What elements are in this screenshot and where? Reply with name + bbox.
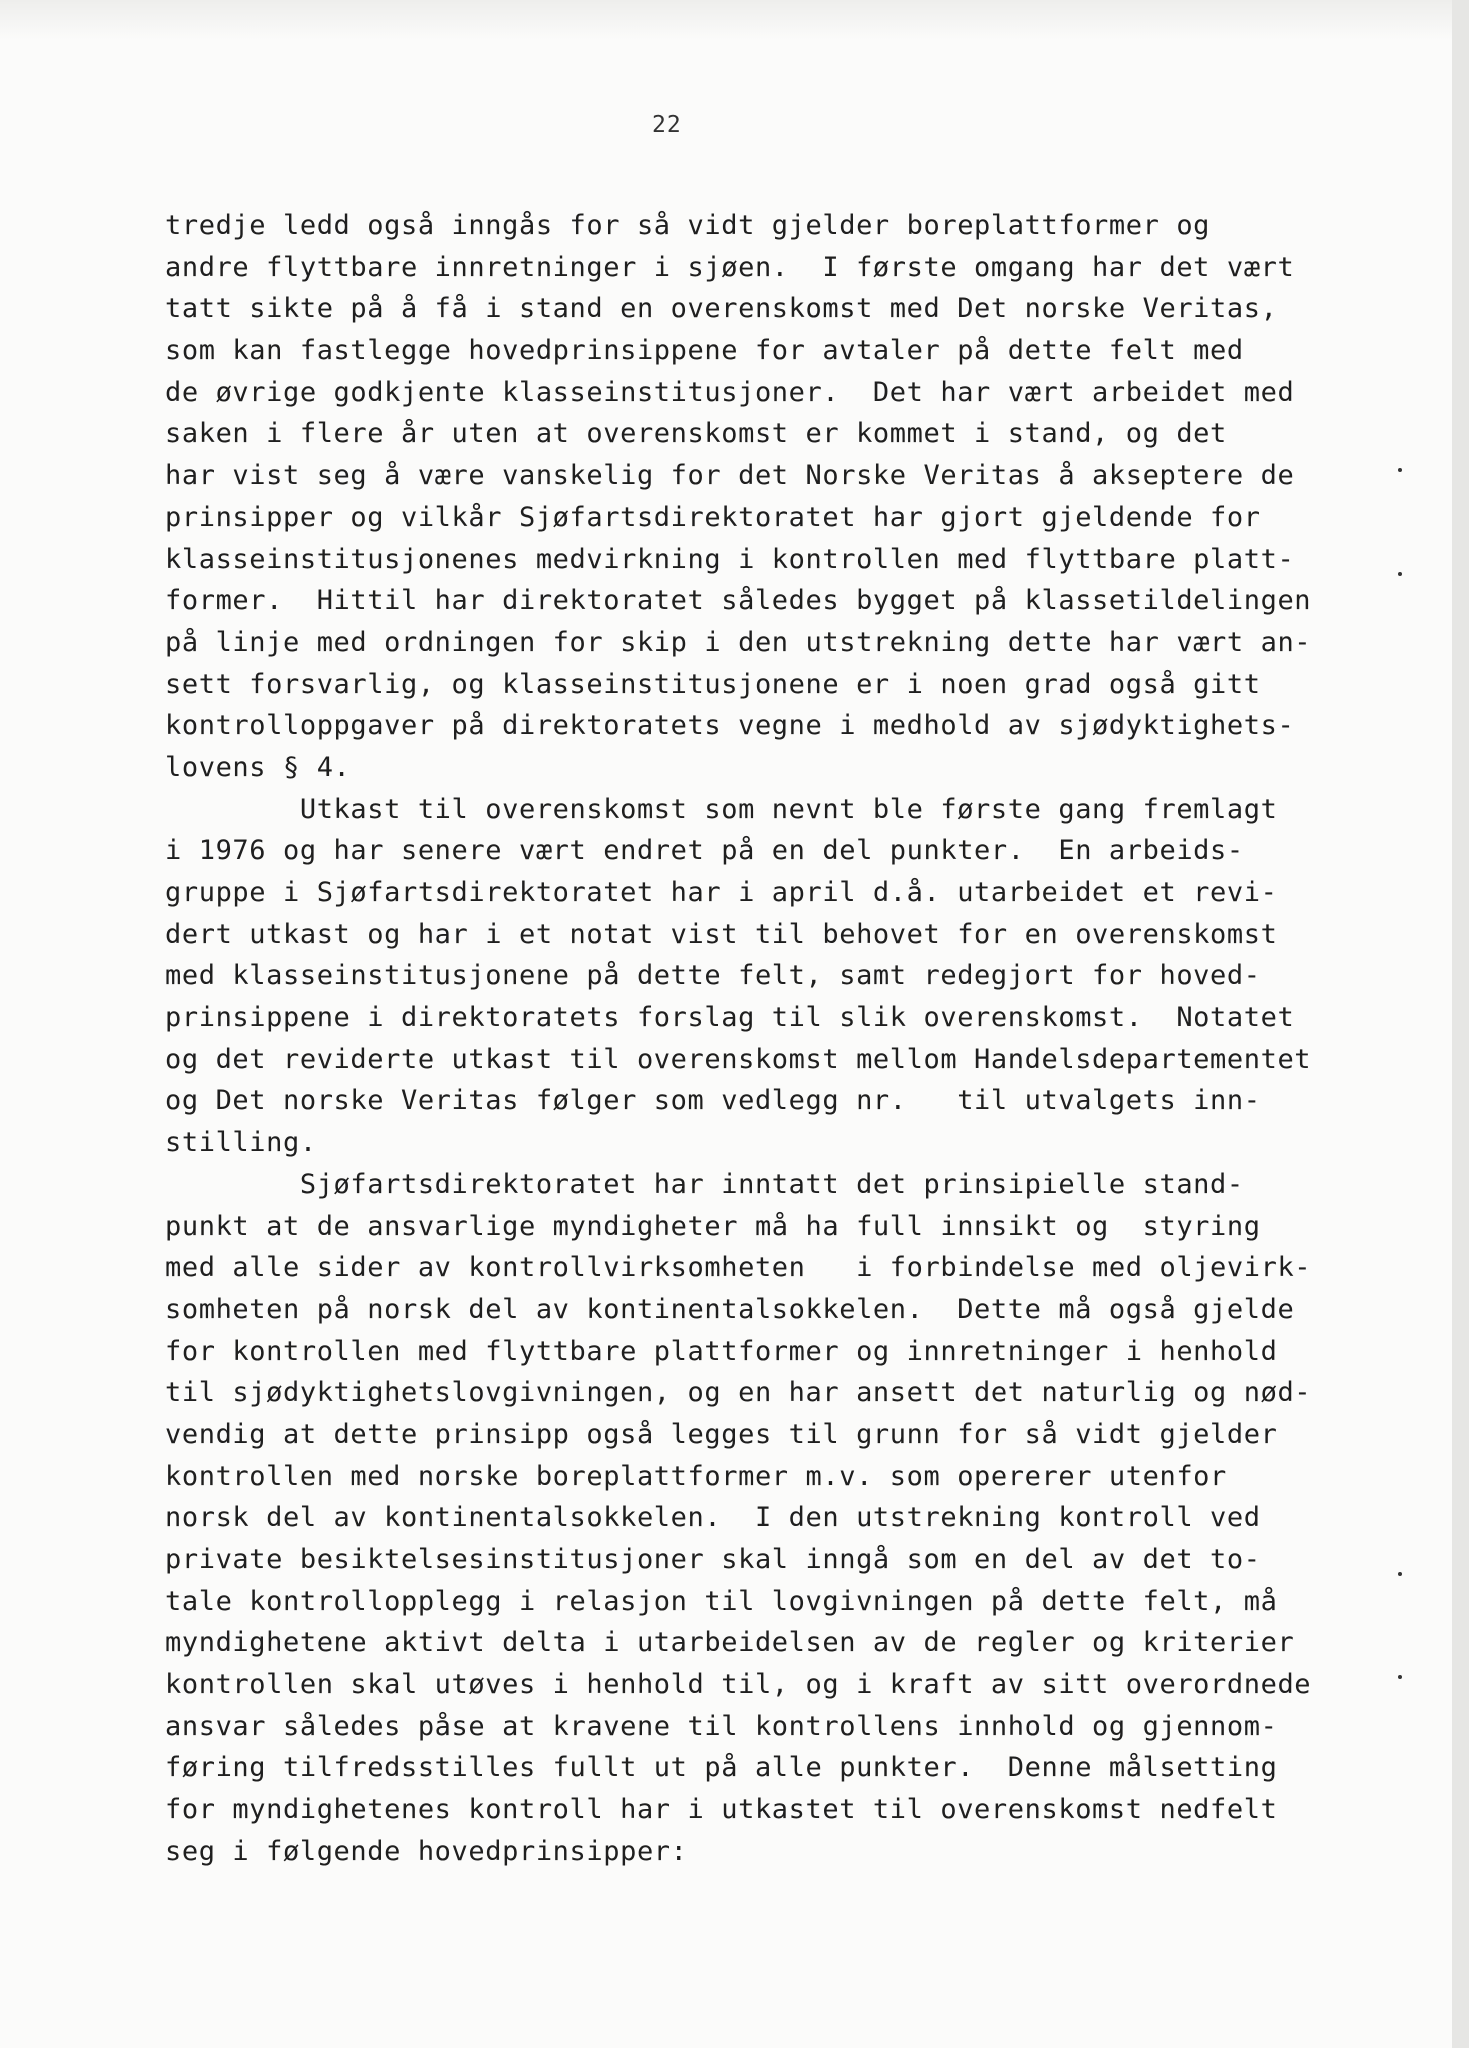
text-line: ansvar således påse at kravene til kontrollens innhold og gjennom- [165,1710,1278,1742]
text-line: tale kontrollopplegg i relasjon til lovgivningen på dette felt, må [165,1585,1278,1617]
text-line: for kontrollen med flyttbare plattformer og innretninger i henhold [165,1335,1278,1367]
text-line: og Det norske Veritas følger som vedlegg nr. til utvalgets inn- [165,1085,1261,1117]
text-line: i 1976 og har senere vært endret på en del punkter. En arbeids- [165,835,1244,867]
text-line: stilling. [165,1127,317,1159]
text-line: prinsippene i direktoratets forslag til slik overenskomst. Notatet [165,1002,1295,1034]
text-line: for myndighetenes kontroll har i utkastet til overenskomst nedfelt [165,1794,1278,1826]
body-text [165,205,1312,1873]
text-line: med klasseinstitusjonene på dette felt, samt redegjort for hoved- [165,960,1261,992]
margin-speck [1398,572,1402,576]
text-line: andre flyttbare innretninger i sjøen. I første omgang har det vært [165,251,1295,283]
text-line: til sjødyktighetslovgivningen, og en har ansett det naturlig og nød- [165,1377,1312,1409]
margin-speck [1398,468,1402,472]
text-line: dert utkast og har i et notat vist til behovet for en overenskomst [165,918,1278,950]
text-line: private besiktelsesinstitusjoner skal inngå som en del av det to- [165,1544,1261,1575]
text-line: former. Hittil har direktoratet således bygget på klassetildelingen [165,585,1312,617]
text-line: vendig at dette prinsipp også legges til grunn for så vidt gjelder [165,1418,1278,1450]
text-line: lovens § 4. [165,751,351,783]
text-line: punkt at de ansvarlige myndigheter må ha full innsikt og styring [165,1210,1261,1242]
text-line: saken i flere år uten at overenskomst er kommet i stand, og det [165,418,1227,450]
text-line: norsk del av kontinentalsokkelen. I den utstrekning kontroll ved [165,1502,1261,1534]
text-line: seg i følgende hovedprinsipper: [165,1835,688,1867]
text-line: sett forsvarlig, og klasseinstitusjonene er i noen grad også gitt [165,668,1261,700]
margin-speck [1398,1572,1402,1576]
text-line: som kan fastlegge hovedprinsippene for avtaler på dette felt med [165,335,1244,367]
text-line: har vist seg å være vanskelig for det Norske Veritas å akseptere de [165,460,1295,492]
text-line: føring tilfredsstilles fullt ut på alle punkter. Denne målsetting [165,1752,1278,1784]
text-line: Sjøfartsdirektoratet har inntatt det prinsipielle stand- [165,1168,1244,1200]
text-line: klasseinstitusjonenes medvirkning i kontrollen med flyttbare platt- [165,543,1295,575]
text-line: Utkast til overenskomst som nevnt ble første gang fremlagt [165,793,1278,825]
text-line: kontrollen skal utøves i henhold til, og i kraft av sitt overordnede [165,1669,1312,1701]
scan-top-shadow [0,0,1452,40]
text-line: tredje ledd også inngås for så vidt gjelder boreplattformer og [165,210,1211,241]
text-line: de øvrige godkjente klasseinstitusjoner. Det har vært arbeidet med [165,376,1295,408]
text-line: med alle sider av kontrollvirksomheten i forbindelse med oljevirk- [165,1252,1312,1284]
text-line: myndighetene aktivt delta i utarbeidelsen av de regler og kriterier [165,1627,1295,1659]
text-line: på linje med ordningen for skip i den utstrekning dette har vært an- [165,626,1312,658]
margin-speck [1398,1675,1402,1679]
text-line: prinsipper og vilkår Sjøfartsdirektoratet har gjort gjeldende for [165,501,1261,533]
text-line: kontrollen med norske boreplattformer m.v. som opererer utenfor [165,1460,1227,1492]
text-line: kontrolloppgaver på direktoratets vegne i medhold av sjødyktighets- [165,710,1295,742]
text-line: og det reviderte utkast til overenskomst mellom Handelsdepartementet [165,1043,1312,1075]
text-line: somheten på norsk del av kontinentalsokkelen. Dette må også gjelde [165,1293,1295,1325]
text-line: tatt sikte på å få i stand en overenskomst med Det norske Veritas, [165,293,1278,325]
page-edge [1452,0,1469,2048]
text-line: gruppe i Sjøfartsdirektoratet har i april d.å. utarbeidet et revi- [165,877,1278,908]
page-number: 22 [652,112,682,138]
